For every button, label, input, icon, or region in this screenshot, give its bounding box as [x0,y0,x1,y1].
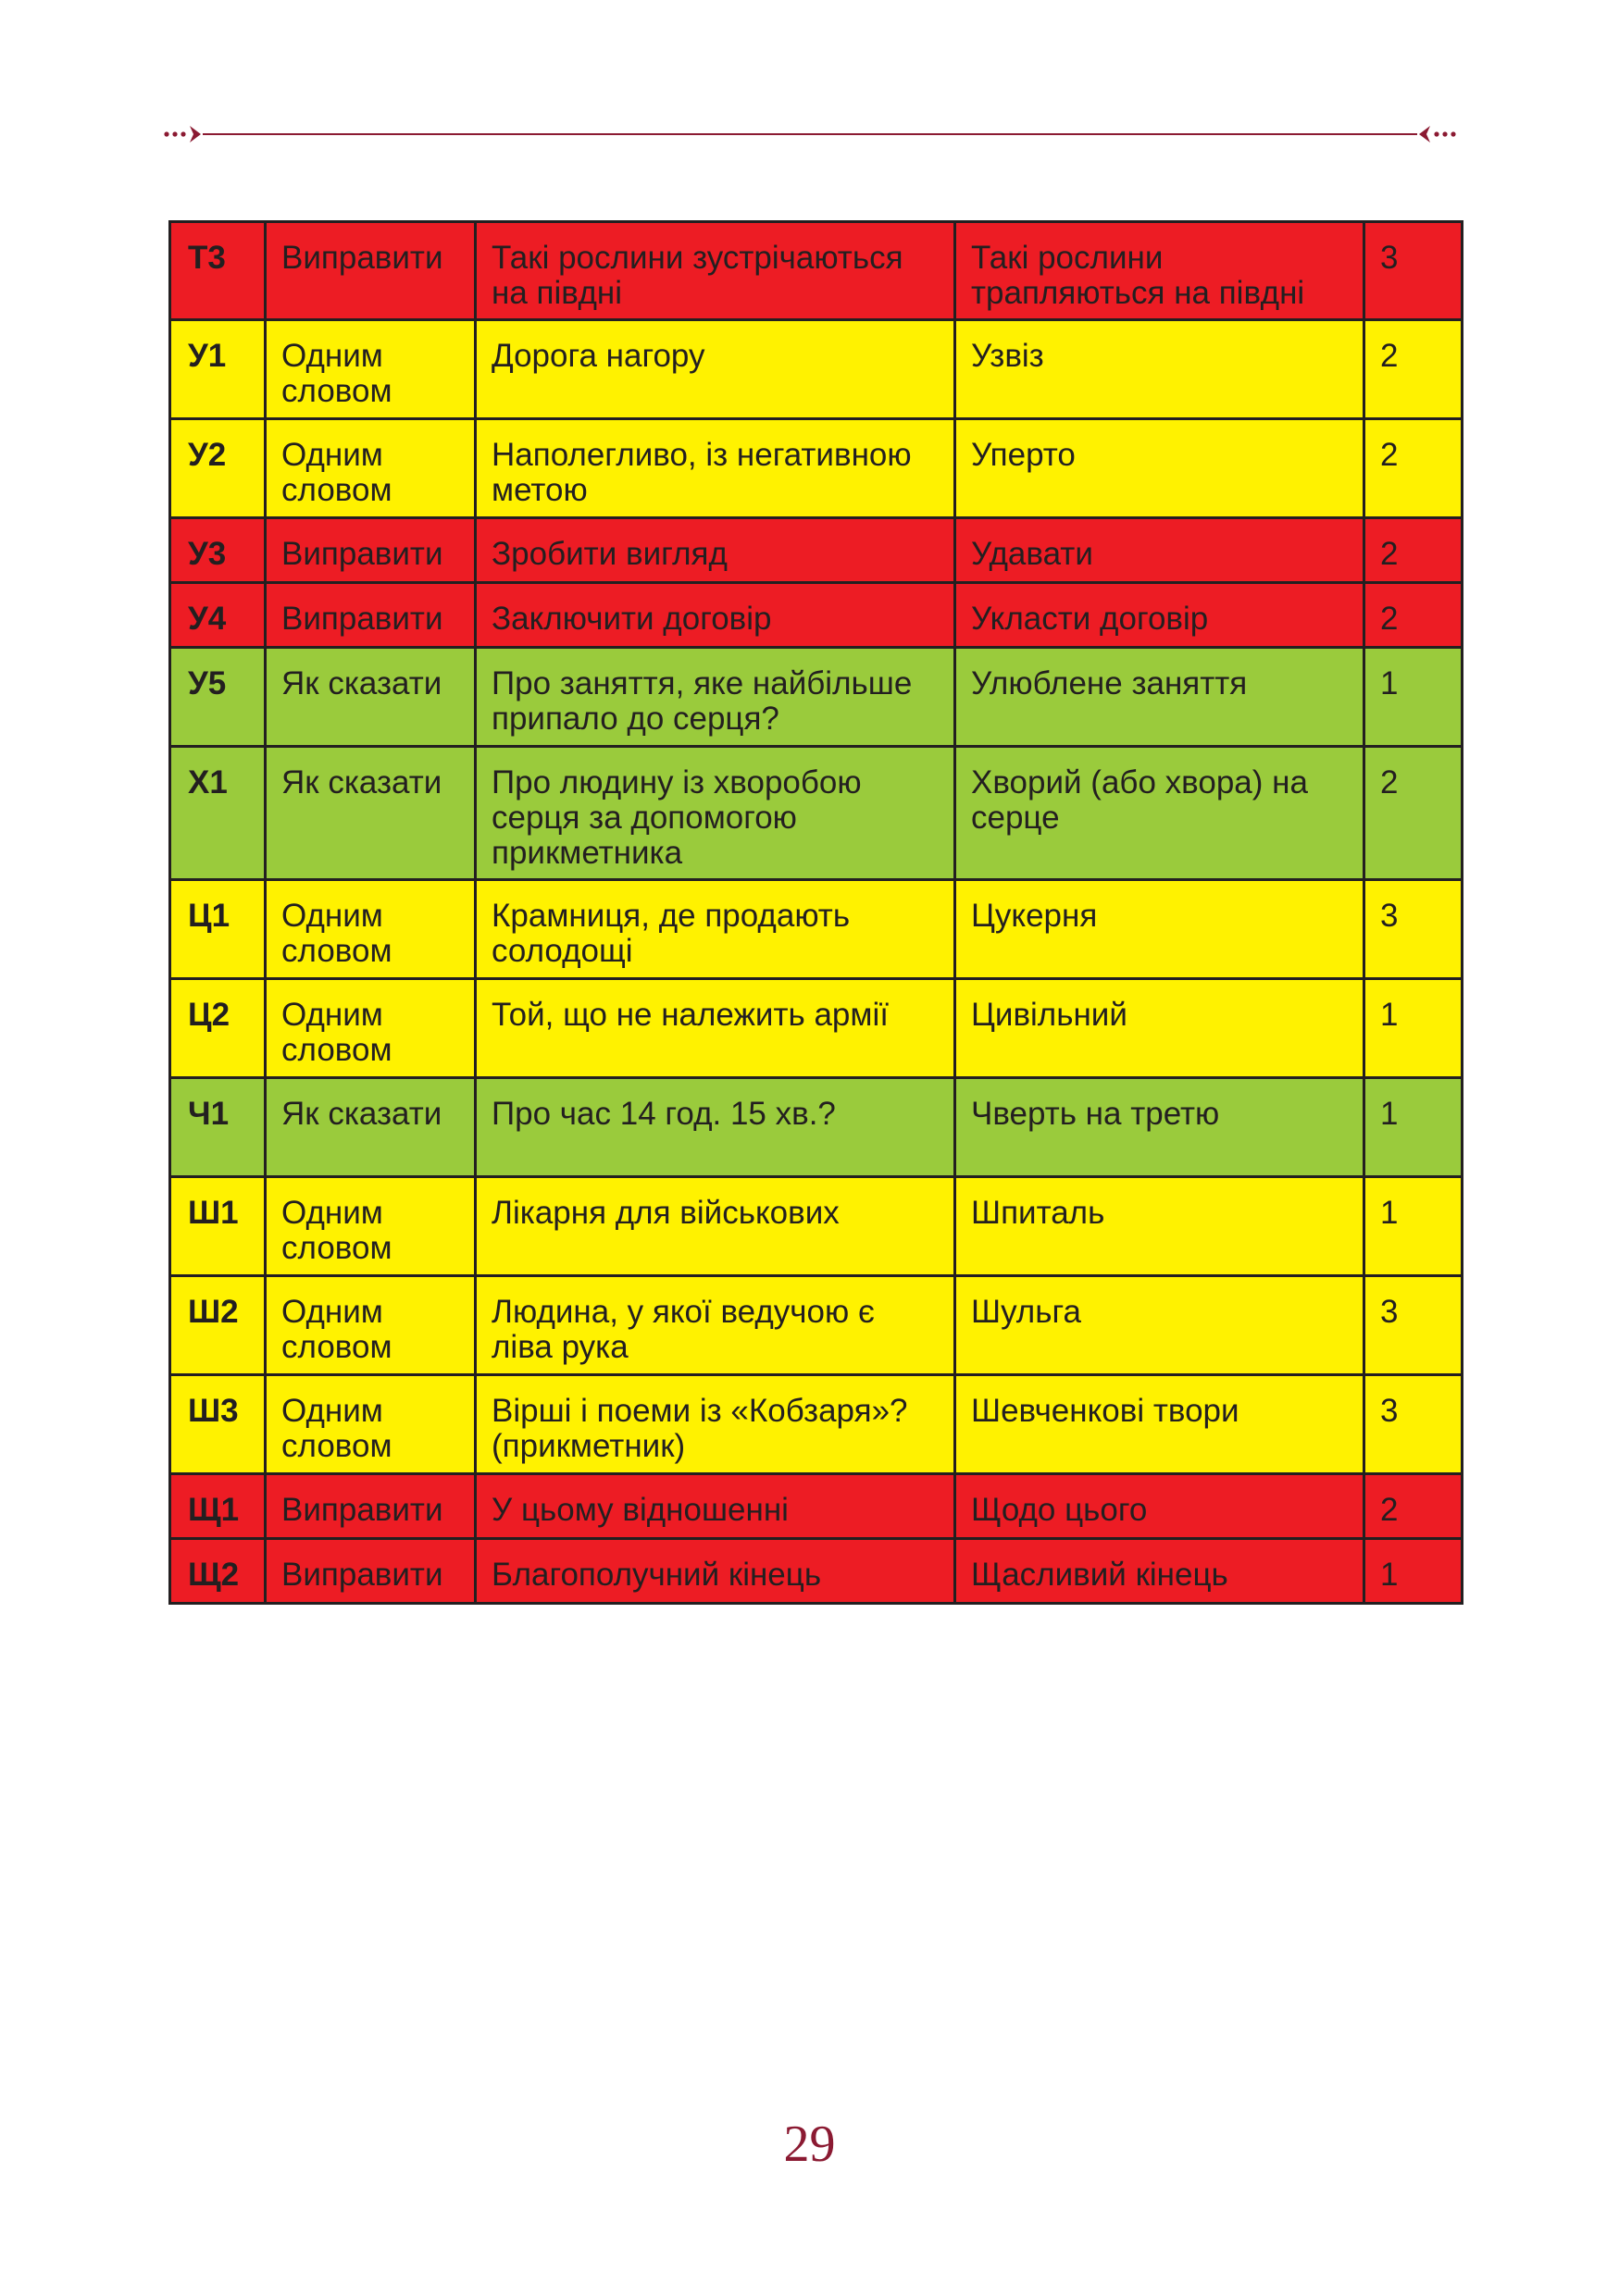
table-row [170,1539,1463,1604]
row-answer-cell: Щодо цього [955,1474,1364,1539]
row-points-cell: 2 [1364,583,1463,648]
row-code-cell: У3 [170,518,266,583]
row-prompt-cell: Лікарня для військових [476,1177,955,1276]
row-points-cell: 1 [1364,1539,1463,1604]
row-points-cell: 2 [1364,518,1463,583]
row-prompt-cell: Зробити вигляд [476,518,955,583]
row-points-cell: 2 [1364,747,1463,880]
row-task-type-cell: Одним словом [266,320,476,419]
row-code-cell: Щ2 [170,1539,266,1604]
row-task-type-cell: Одним словом [266,979,476,1078]
table-row [170,1474,1463,1539]
row-task-type-cell: Виправити [266,583,476,648]
row-points-cell: 1 [1364,1078,1463,1177]
row-answer-cell: Цукерня [955,880,1364,979]
table-row [170,583,1463,648]
table-row [170,979,1463,1078]
row-points-cell: 1 [1364,979,1463,1078]
exercise-table [168,220,1463,1605]
row-prompt-cell: Той, що не належить армії [476,979,955,1078]
exercise-table-body [170,222,1463,1604]
row-answer-cell: Шульга [955,1276,1364,1375]
row-prompt-cell: Такі рослини зустрічаються на півдні [476,222,955,320]
row-task-type-cell: Виправити [266,1539,476,1604]
row-points-cell: 2 [1364,1474,1463,1539]
row-prompt-cell: Дорога нагору [476,320,955,419]
row-answer-cell: Щасливий кінець [955,1539,1364,1604]
row-task-type-cell: Виправити [266,222,476,320]
row-task-type-cell: Одним словом [266,1177,476,1276]
row-answer-cell: Такі рослини трапляються на півдні [955,222,1364,320]
row-points-cell: 1 [1364,648,1463,747]
row-points-cell: 3 [1364,880,1463,979]
row-code-cell: У5 [170,648,266,747]
row-task-type-cell: Виправити [266,518,476,583]
row-prompt-cell: Наполегливо, із негативною метою [476,419,955,518]
row-answer-cell: Удавати [955,518,1364,583]
row-code-cell: Ч1 [170,1078,266,1177]
row-answer-cell: Хворий (або хвора) на серце [955,747,1364,880]
table-row [170,1276,1463,1375]
row-task-type-cell: Одним словом [266,1375,476,1474]
row-prompt-cell: Про людину із хворобою серця за допомогою прикметника [476,747,955,880]
row-code-cell: Т3 [170,222,266,320]
row-answer-cell: Укласти договір [955,583,1364,648]
row-prompt-cell: Заключити договір [476,583,955,648]
row-prompt-cell: Про час 14 год. 15 хв.? [476,1078,955,1177]
table-row [170,1078,1463,1177]
row-code-cell: У1 [170,320,266,419]
row-task-type-cell: Як сказати [266,648,476,747]
row-answer-cell: Шпиталь [955,1177,1364,1276]
row-answer-cell: Чверть на третю [955,1078,1364,1177]
row-points-cell: 3 [1364,1375,1463,1474]
row-prompt-cell: Благополучний кінець [476,1539,955,1604]
row-prompt-cell: У цьому відношенні [476,1474,955,1539]
table-row [170,320,1463,419]
row-code-cell: Ш1 [170,1177,266,1276]
exercise-table-container [168,220,1461,1605]
row-code-cell: У2 [170,419,266,518]
row-code-cell: Ц2 [170,979,266,1078]
row-answer-cell: Уперто [955,419,1364,518]
table-row [170,1375,1463,1474]
table-row [170,1177,1463,1276]
row-answer-cell: Цивільний [955,979,1364,1078]
table-row [170,222,1463,320]
row-points-cell: 3 [1364,1276,1463,1375]
row-points-cell: 2 [1364,419,1463,518]
row-task-type-cell: Одним словом [266,419,476,518]
row-points-cell: 2 [1364,320,1463,419]
table-row [170,747,1463,880]
row-code-cell: У4 [170,583,266,648]
row-answer-cell: Узвіз [955,320,1364,419]
row-prompt-cell: Про заняття, яке найбільше припало до серця? [476,648,955,747]
table-row [170,880,1463,979]
row-prompt-cell: Крамниця, де продають солодощі [476,880,955,979]
row-prompt-cell: Вірші і поеми із «Кобзаря»? (прикметник) [476,1375,955,1474]
row-task-type-cell: Одним словом [266,880,476,979]
row-code-cell: Ш3 [170,1375,266,1474]
row-code-cell: Ц1 [170,880,266,979]
row-code-cell: Х1 [170,747,266,880]
row-prompt-cell: Людина, у якої ведучою є ліва рука [476,1276,955,1375]
row-points-cell: 3 [1364,222,1463,320]
row-task-type-cell: Одним словом [266,1276,476,1375]
header-ornament [162,120,1458,148]
row-points-cell: 1 [1364,1177,1463,1276]
table-row [170,648,1463,747]
row-code-cell: Ш2 [170,1276,266,1375]
row-answer-cell: Улюблене заняття [955,648,1364,747]
row-task-type-cell: Як сказати [266,1078,476,1177]
row-code-cell: Щ1 [170,1474,266,1539]
row-answer-cell: Шевченкові твори [955,1375,1364,1474]
table-row [170,518,1463,583]
row-task-type-cell: Як сказати [266,747,476,880]
table-row [170,419,1463,518]
page-number: 29 [783,2116,836,2173]
row-task-type-cell: Виправити [266,1474,476,1539]
